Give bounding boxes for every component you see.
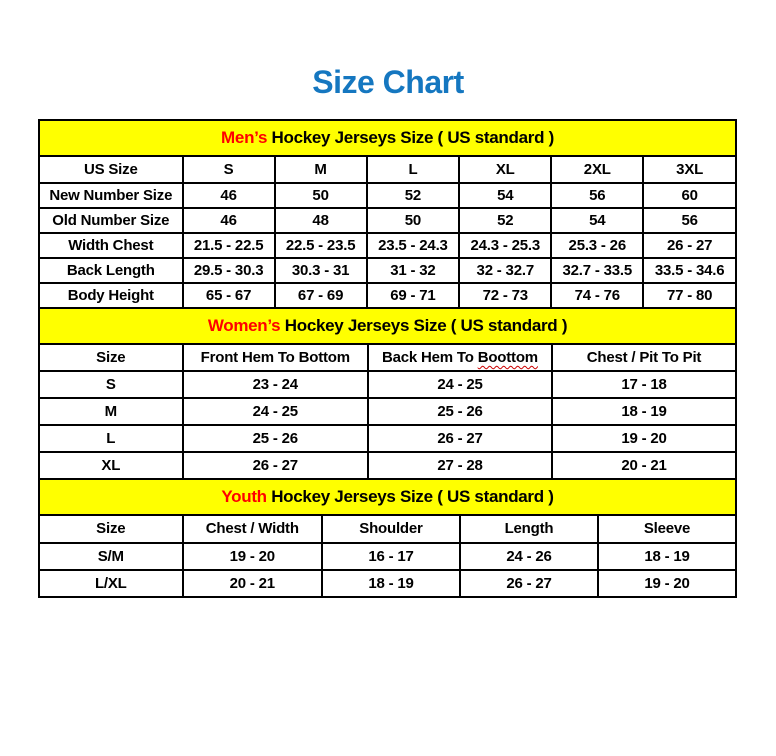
size-value-cell: 25.3 - 26 — [551, 233, 643, 258]
size-value-cell: 67 - 69 — [275, 283, 367, 308]
row-label-cell: S/M — [39, 543, 183, 570]
size-value-cell: 24 - 26 — [460, 543, 598, 570]
column-header-row — [39, 515, 736, 543]
row-label-cell: L/XL — [39, 570, 183, 597]
size-value-cell: 21.5 - 22.5 — [183, 233, 275, 258]
size-value-cell: 54 — [551, 208, 643, 233]
size-value-cell: 16 - 17 — [322, 543, 460, 570]
column-header-cell: Chest / Pit To Pit — [552, 344, 736, 371]
table-row — [39, 233, 736, 258]
size-value-cell: 48 — [275, 208, 367, 233]
section-title-text: Hockey Jerseys Size ( US standard ) — [267, 127, 554, 147]
womens-size-table — [38, 307, 737, 480]
size-value-cell: 50 — [275, 183, 367, 208]
row-label-cell: New Number Size — [39, 183, 183, 208]
column-header-cell: Size — [39, 344, 183, 371]
row-label-cell: Back Length — [39, 258, 183, 283]
size-value-cell: 27 - 28 — [368, 452, 552, 479]
size-value-cell: 25 - 26 — [368, 398, 552, 425]
size-value-cell: 77 - 80 — [643, 283, 736, 308]
column-header-cell: Sleeve — [598, 515, 736, 543]
size-value-cell: 26 - 27 — [368, 425, 552, 452]
row-label-cell: M — [39, 398, 183, 425]
size-value-cell: 74 - 76 — [551, 283, 643, 308]
table-row — [39, 208, 736, 233]
size-value-cell: 56 — [551, 183, 643, 208]
size-value-cell: 17 - 18 — [552, 371, 736, 398]
row-label-cell: Width Chest — [39, 233, 183, 258]
section-header-band — [39, 120, 736, 156]
table-row — [39, 183, 736, 208]
column-header-row — [39, 156, 736, 183]
column-header-cell: US Size — [39, 156, 183, 183]
size-value-cell: 30.3 - 31 — [275, 258, 367, 283]
table-row — [39, 283, 736, 308]
column-header-cell: Chest / Width — [183, 515, 322, 543]
section-header-band — [39, 308, 736, 344]
size-value-cell: 69 - 71 — [367, 283, 460, 308]
table-row — [39, 570, 736, 597]
size-chart-tables — [38, 119, 737, 598]
table-row — [39, 452, 736, 479]
column-header-cell: XL — [459, 156, 551, 183]
size-value-cell: 26 - 27 — [460, 570, 598, 597]
section-category-label: Women’s — [207, 315, 281, 335]
size-value-cell: 25 - 26 — [183, 425, 368, 452]
column-header-cell: S — [183, 156, 275, 183]
column-header-cell: Front Hem To Bottom — [183, 344, 368, 371]
column-header-cell: Shoulder — [322, 515, 460, 543]
table-row — [39, 543, 736, 570]
size-value-cell: 46 — [183, 208, 275, 233]
size-value-cell: 26 - 27 — [643, 233, 736, 258]
table-row — [39, 398, 736, 425]
size-value-cell: 60 — [643, 183, 736, 208]
column-header-cell: Length — [460, 515, 598, 543]
size-value-cell: 19 - 20 — [183, 543, 322, 570]
size-value-cell: 24 - 25 — [368, 371, 552, 398]
size-value-cell: 31 - 32 — [367, 258, 460, 283]
column-header-row — [39, 344, 736, 371]
column-header-cell: Back Hem To Boottom — [368, 344, 552, 371]
size-value-cell: 33.5 - 34.6 — [643, 258, 736, 283]
column-header-cell: Size — [39, 515, 183, 543]
column-header-cell: 3XL — [643, 156, 736, 183]
size-value-cell: 22.5 - 23.5 — [275, 233, 367, 258]
size-value-cell: 46 — [183, 183, 275, 208]
size-value-cell: 20 - 21 — [183, 570, 322, 597]
table-row — [39, 425, 736, 452]
page-title: Size Chart — [312, 64, 464, 100]
table-row — [39, 371, 736, 398]
section-band-row — [39, 308, 736, 344]
mens-size-table — [38, 119, 737, 309]
youth-size-table — [38, 478, 737, 598]
size-value-cell: 19 - 20 — [552, 425, 736, 452]
section-header-band — [39, 479, 736, 515]
size-value-cell: 72 - 73 — [459, 283, 551, 308]
column-header-cell: 2XL — [551, 156, 643, 183]
size-value-cell: 19 - 20 — [598, 570, 736, 597]
size-value-cell: 18 - 19 — [552, 398, 736, 425]
row-label-cell: L — [39, 425, 183, 452]
row-label-cell: Old Number Size — [39, 208, 183, 233]
section-category-label: Men’s — [221, 127, 268, 147]
row-label-cell: Body Height — [39, 283, 183, 308]
section-title-text: Hockey Jerseys Size ( US standard ) — [280, 315, 568, 335]
row-label-cell: XL — [39, 452, 183, 479]
size-value-cell: 52 — [459, 208, 551, 233]
column-header-cell: L — [367, 156, 460, 183]
size-value-cell: 32.7 - 33.5 — [551, 258, 643, 283]
size-value-cell: 65 - 67 — [183, 283, 275, 308]
size-value-cell: 20 - 21 — [552, 452, 736, 479]
size-value-cell: 54 — [459, 183, 551, 208]
section-band-row — [39, 120, 736, 156]
misspelled-word: Boottom — [477, 348, 538, 366]
column-header-cell: M — [275, 156, 367, 183]
section-category-label: Youth — [221, 486, 267, 506]
size-value-cell: 23 - 24 — [183, 371, 368, 398]
size-value-cell: 24.3 - 25.3 — [459, 233, 551, 258]
size-value-cell: 18 - 19 — [598, 543, 736, 570]
table-row — [39, 258, 736, 283]
size-value-cell: 50 — [367, 208, 460, 233]
size-value-cell: 24 - 25 — [183, 398, 368, 425]
section-band-row — [39, 479, 736, 515]
size-value-cell: 18 - 19 — [322, 570, 460, 597]
row-label-cell: S — [39, 371, 183, 398]
size-value-cell: 52 — [367, 183, 460, 208]
size-value-cell: 23.5 - 24.3 — [367, 233, 460, 258]
size-value-cell: 26 - 27 — [183, 452, 368, 479]
section-title-text: Hockey Jerseys Size ( US standard ) — [266, 486, 554, 506]
size-value-cell: 56 — [643, 208, 736, 233]
size-value-cell: 29.5 - 30.3 — [183, 258, 275, 283]
size-value-cell: 32 - 32.7 — [459, 258, 551, 283]
